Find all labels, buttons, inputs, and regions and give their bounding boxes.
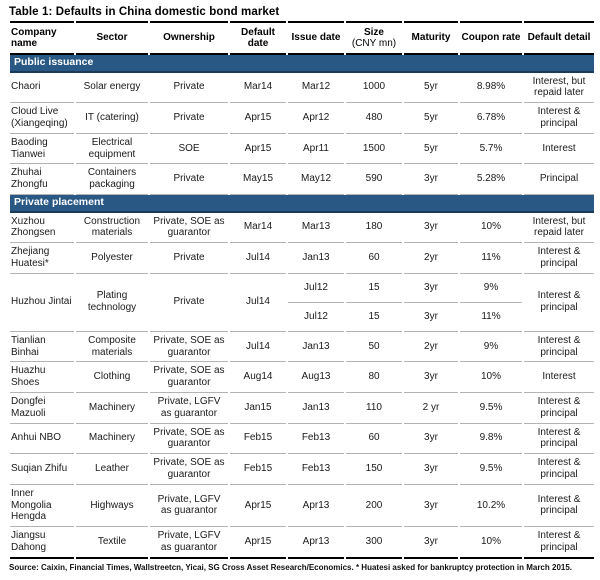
cell-size: 80 (346, 362, 402, 393)
cell-company-name: Jiangsu Dahong (10, 527, 74, 559)
cell-ownership: Private (150, 274, 228, 332)
cell-maturity: 3yr (404, 274, 458, 303)
cell-ownership: Private, SOE as guarantor (150, 362, 228, 393)
cell-sector: Electrical equipment (76, 134, 148, 165)
cell-issue-date: Mar13 (288, 213, 344, 244)
cell-ownership: Private, SOE as guarantor (150, 332, 228, 363)
cell-maturity: 5yr (404, 73, 458, 104)
section-band-label: Public issuance (10, 55, 594, 73)
header-row (10, 21, 594, 55)
cell-default-detail: Interest & principal (524, 527, 594, 559)
cell-company-name: Baoding Tianwei (10, 134, 74, 165)
table-row (10, 73, 594, 104)
table-row (10, 424, 594, 455)
cell-default-date: Apr15 (230, 134, 286, 165)
cell-default-detail: Interest (524, 362, 594, 393)
cell-sector: Polyester (76, 243, 148, 274)
cell-issue-date: Apr13 (288, 527, 344, 559)
cell-default-detail: Interest & principal (524, 454, 594, 485)
cell-sector: Containers packaging (76, 164, 148, 195)
table-row (10, 213, 594, 244)
cell-default-date: Jul14 (230, 274, 286, 332)
cell-coupon-rate: 5.7% (460, 134, 522, 165)
col-header-maturity: Maturity (404, 21, 458, 55)
cell-coupon-rate: 5.28% (460, 164, 522, 195)
cell-issue-date: Jan13 (288, 332, 344, 363)
table-row (10, 454, 594, 485)
cell-default-detail: Interest & principal (524, 424, 594, 455)
table-row (10, 485, 594, 527)
cell-company-name: Huazhu Shoes (10, 362, 74, 393)
cell-issue-date: Aug13 (288, 362, 344, 393)
cell-maturity: 3yr (404, 485, 458, 527)
cell-default-date: Jan15 (230, 393, 286, 424)
cell-maturity: 3yr (404, 303, 458, 332)
col-header-ownership: Ownership (150, 21, 228, 55)
cell-issue-date: May12 (288, 164, 344, 195)
cell-size: 60 (346, 424, 402, 455)
cell-coupon-rate: 8.98% (460, 73, 522, 104)
cell-default-date: May15 (230, 164, 286, 195)
cell-sector: Leather (76, 454, 148, 485)
cell-coupon-rate: 9.8% (460, 424, 522, 455)
cell-coupon-rate: 11% (460, 303, 522, 332)
cell-default-date: Apr15 (230, 527, 286, 559)
cell-sector: Machinery (76, 393, 148, 424)
cell-size: 1500 (346, 134, 402, 165)
table-row (10, 527, 594, 559)
table-row (10, 243, 594, 274)
col-header-default-date: Default date (230, 21, 286, 55)
table-row (10, 164, 594, 195)
table-body (10, 55, 594, 559)
cell-default-detail: Interest & principal (524, 485, 594, 527)
col-header-coupon-rate: Coupon rate (460, 21, 522, 55)
cell-company-name: Xuzhou Zhongsen (10, 213, 74, 244)
cell-coupon-rate: 10.2% (460, 485, 522, 527)
cell-issue-date: Jan13 (288, 243, 344, 274)
cell-issue-date: Jul12 (288, 303, 344, 332)
cell-issue-date: Apr13 (288, 485, 344, 527)
cell-company-name: Cloud Live (Xiangeqing) (10, 103, 74, 134)
cell-default-detail: Interest (524, 134, 594, 165)
cell-maturity: 2yr (404, 332, 458, 363)
cell-issue-date: Mar12 (288, 73, 344, 104)
cell-ownership: Private, LGFV as guarantor (150, 527, 228, 559)
cell-maturity: 3yr (404, 454, 458, 485)
cell-maturity: 3yr (404, 213, 458, 244)
cell-default-date: Mar14 (230, 73, 286, 104)
cell-sector: IT (catering) (76, 103, 148, 134)
cell-sector: Clothing (76, 362, 148, 393)
cell-company-name: Zhejiang Huatesi* (10, 243, 74, 274)
cell-maturity: 5yr (404, 103, 458, 134)
cell-default-detail: Interest & principal (524, 274, 594, 332)
cell-maturity: 3yr (404, 527, 458, 559)
cell-ownership: Private (150, 243, 228, 274)
cell-size: 180 (346, 213, 402, 244)
cell-ownership: Private, LGFV as guarantor (150, 485, 228, 527)
cell-coupon-rate: 10% (460, 527, 522, 559)
col-header-size-title: Size (363, 26, 384, 38)
cell-issue-date: Feb13 (288, 454, 344, 485)
cell-sector: Highways (76, 485, 148, 527)
cell-maturity: 3yr (404, 362, 458, 393)
table-row (10, 103, 594, 134)
cell-ownership: Private (150, 164, 228, 195)
cell-default-date: Apr15 (230, 485, 286, 527)
table-row (10, 134, 594, 165)
cell-issue-date: Feb13 (288, 424, 344, 455)
cell-ownership: Private, SOE as guarantor (150, 213, 228, 244)
cell-ownership: Private, LGFV as guarantor (150, 393, 228, 424)
cell-sector: Textile (76, 527, 148, 559)
cell-ownership: Private, SOE as guarantor (150, 454, 228, 485)
cell-default-date: Apr15 (230, 103, 286, 134)
cell-sector: Solar energy (76, 73, 148, 104)
cell-size: 50 (346, 332, 402, 363)
cell-maturity: 3yr (404, 424, 458, 455)
cell-default-detail: Interest & principal (524, 243, 594, 274)
cell-default-detail: Interest & principal (524, 393, 594, 424)
cell-size: 110 (346, 393, 402, 424)
cell-ownership: Private (150, 103, 228, 134)
cell-default-date: Aug14 (230, 362, 286, 393)
cell-size: 15 (346, 274, 402, 303)
cell-issue-date: Jan13 (288, 393, 344, 424)
col-header-size (346, 21, 402, 55)
cell-default-date: Jul14 (230, 243, 286, 274)
cell-default-date: Jul14 (230, 332, 286, 363)
cell-company-name: Dongfei Mazuoli (10, 393, 74, 424)
cell-size: 15 (346, 303, 402, 332)
table-row (10, 332, 594, 363)
cell-size: 590 (346, 164, 402, 195)
table-title: Table 1: Defaults in China domestic bond market (9, 6, 280, 18)
cell-default-detail: Interest & principal (524, 103, 594, 134)
col-header-size-unit: (CNY mn) (351, 38, 397, 49)
table-header (10, 21, 594, 55)
cell-coupon-rate: 11% (460, 243, 522, 274)
cell-company-name: Huzhou Jintai (10, 274, 74, 332)
cell-ownership: Private (150, 73, 228, 104)
cell-size: 1000 (346, 73, 402, 104)
cell-issue-date: Apr12 (288, 103, 344, 134)
cell-sector: Construction materials (76, 213, 148, 244)
cell-default-date: Feb15 (230, 454, 286, 485)
cell-size: 60 (346, 243, 402, 274)
section-band-row (10, 55, 594, 73)
col-header-company-name: Company name (10, 21, 74, 55)
cell-maturity: 2 yr (404, 393, 458, 424)
cell-issue-date: Jul12 (288, 274, 344, 303)
cell-coupon-rate: 9.5% (460, 393, 522, 424)
table-row (10, 362, 594, 393)
cell-coupon-rate: 10% (460, 213, 522, 244)
cell-company-name: Chaori (10, 73, 74, 104)
defaults-table (8, 21, 596, 559)
cell-default-date: Feb15 (230, 424, 286, 455)
col-header-sector: Sector (76, 21, 148, 55)
cell-company-name: Anhui NBO (10, 424, 74, 455)
col-header-default-detail: Default detail (524, 21, 594, 55)
cell-size: 300 (346, 527, 402, 559)
cell-sector: Composite materials (76, 332, 148, 363)
cell-coupon-rate: 9% (460, 332, 522, 363)
cell-size: 480 (346, 103, 402, 134)
table-row (10, 393, 594, 424)
cell-coupon-rate: 9% (460, 274, 522, 303)
cell-size: 200 (346, 485, 402, 527)
cell-sector: Machinery (76, 424, 148, 455)
cell-coupon-rate: 6.78% (460, 103, 522, 134)
cell-ownership: Private, SOE as guarantor (150, 424, 228, 455)
cell-company-name: Inner Mongolia Hengda (10, 485, 74, 527)
cell-default-detail: Principal (524, 164, 594, 195)
cell-company-name: Tianlian Binhai (10, 332, 74, 363)
cell-maturity: 5yr (404, 134, 458, 165)
cell-maturity: 2yr (404, 243, 458, 274)
section-band-label: Private placement (10, 195, 594, 213)
cell-coupon-rate: 9.5% (460, 454, 522, 485)
cell-default-date: Mar14 (230, 213, 286, 244)
cell-default-detail: Interest, but repaid later (524, 73, 594, 104)
cell-company-name: Zhuhai Zhongfu (10, 164, 74, 195)
cell-ownership: SOE (150, 134, 228, 165)
col-header-issue-date: Issue date (288, 21, 344, 55)
cell-size: 150 (346, 454, 402, 485)
cell-company-name: Suqian Zhifu (10, 454, 74, 485)
source-note: Source: Caixin, Financial Times, Wallstreetcn, Yicai, SG Cross Asset Research/Economics. * Huatesi asked for bankruptcy protection in March 2015. (9, 562, 573, 572)
cell-coupon-rate: 10% (460, 362, 522, 393)
cell-default-detail: Interest & principal (524, 332, 594, 363)
cell-issue-date: Apr11 (288, 134, 344, 165)
table-row (10, 274, 594, 303)
cell-maturity: 3yr (404, 164, 458, 195)
cell-sector: Plating technology (76, 274, 148, 332)
section-band-row (10, 195, 594, 213)
cell-default-detail: Interest, but repaid later (524, 213, 594, 244)
